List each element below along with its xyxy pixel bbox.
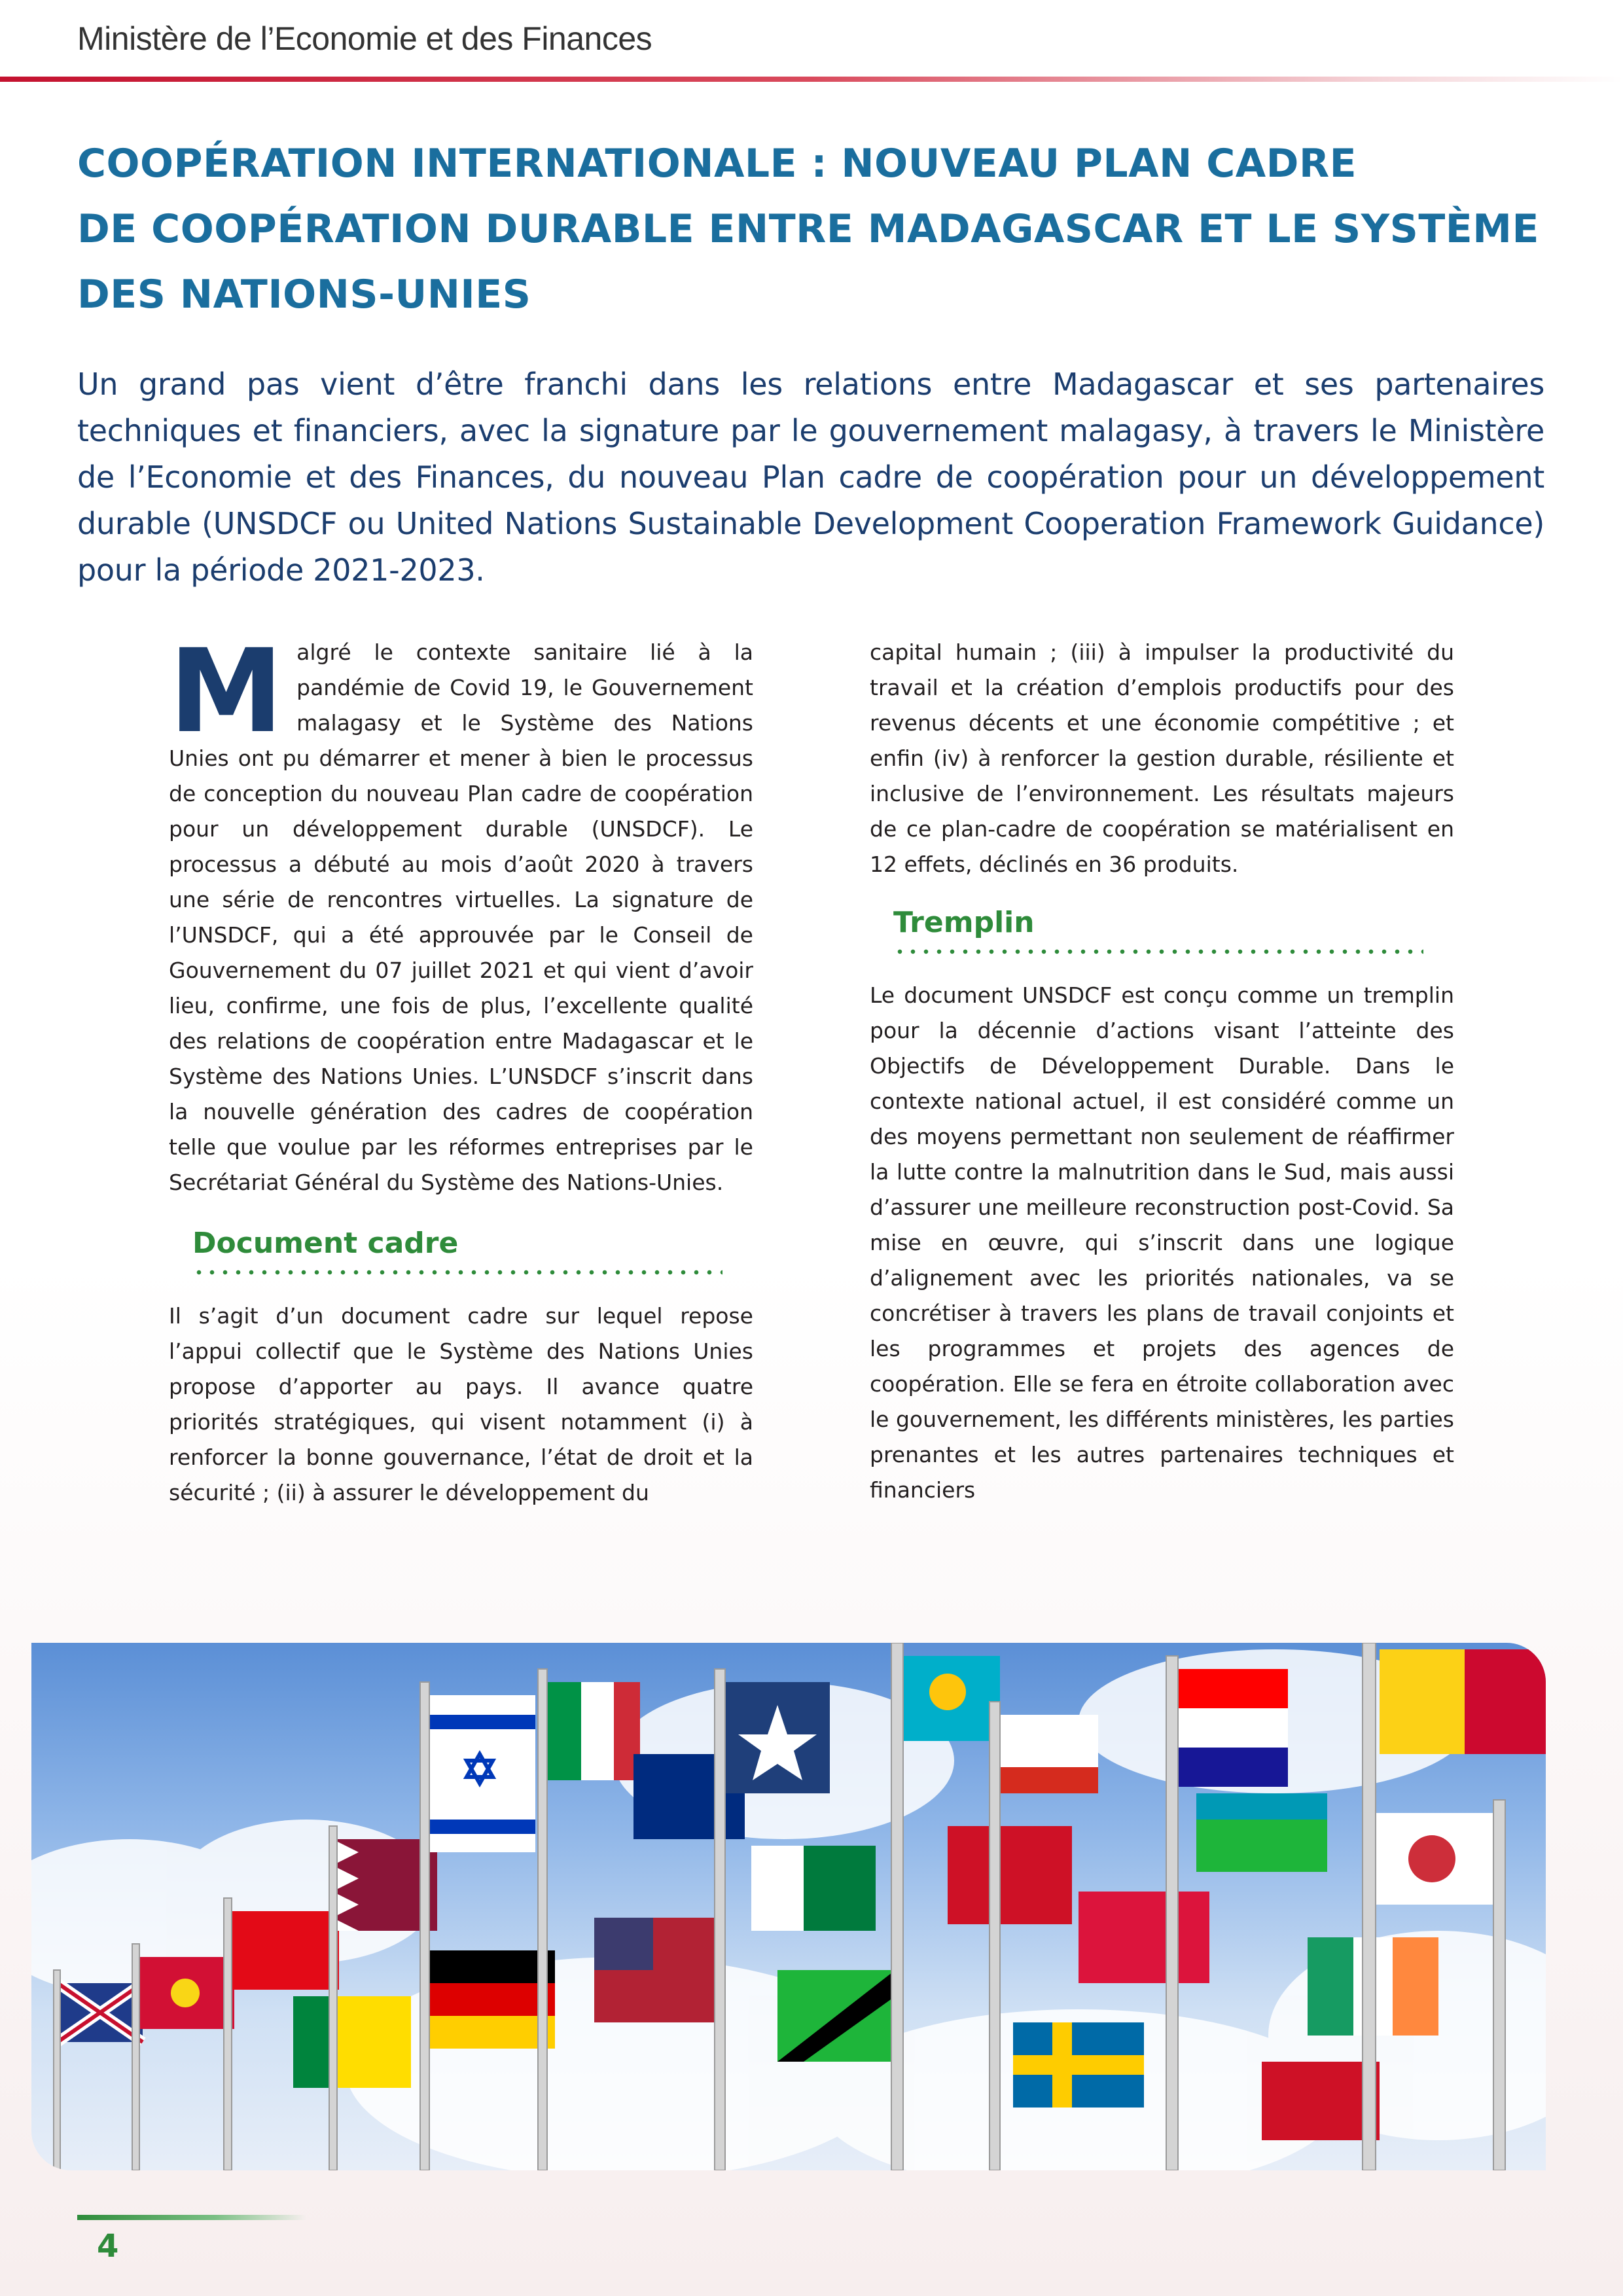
flags-photo	[31, 1643, 1546, 2170]
body-paragraph: capital humain ; (iii) à impulser la productivité du travail et la création d’emplois productifs pour des revenus décents et une économie compétitive ; et enfin (iv) à renforcer la gestion durable, résiliente et inclusive de l’environnement. Les résultats majeurs de ce plan-cadre de coopération se matérialisent en 12 effets, déclinés en 36 produits.	[870, 639, 1454, 877]
article-title	[77, 131, 1582, 327]
intro-text: algré le contexte sanitaire lié à la pandémie de Covid 19, le Gouvernement malagasy et le Système des Nations Unies ont pu démarrer et mener à bien le processus de conception du nouveau Plan cadre de coopération pour un développement durable (UNSDCF). Le processus a débuté au mois d’août 2020 à travers une série de rencontres virtuelles. La signature de l’UNSDCF, qui a été approuvée par le Conseil de Gouvernement du 07 juillet 2021 et qui vient d’avoir lieu, confirme, une fois de plus, l’excellente qualité des relations de coopération entre Madagascar et le Système des Nations Unies. L’UNSDCF s’inscrit dans la nouvelle génération des cadres de coopération telle que voulue par les réformes entreprises par le Secrétariat Général du Système des Nations-Unies.	[169, 639, 753, 1195]
title-line: DE COOPÉRATION DURABLE ENTRE MADAGASCAR ET LE SYSTÈME	[77, 206, 1539, 252]
publication-header: Ministère de l’Economie et des Finances	[77, 20, 652, 57]
footer-divider	[77, 2215, 306, 2220]
section-title: Tremplin	[893, 906, 1035, 939]
title-line: DES NATIONS-UNIES	[77, 272, 531, 317]
dotted-divider	[893, 949, 1423, 954]
intro-paragraph	[169, 624, 753, 1200]
article-lead: Un grand pas vient d’être franchi dans les relations entre Madagascar et ses partenaires techniques et financiers, avec la signature par le gouvernement malagasy, à travers le Ministère de l’Economie et des Finances, du nouveau Plan cadre de coopération pour un développement durable (UNSDCF ou United Nations Sustainable Development Cooperation Framework Guidance) pour la période 2021-2023.	[77, 367, 1544, 588]
text-column-left	[169, 624, 753, 1511]
body-paragraph: Le document UNSDCF est conçu comme un tremplin pour la décennie d’actions visant l’atteinte des Objectifs de Développement Durable. Dans le contexte national actuel, il est considéré comme un des moyens permettant non seulement de réaffirmer la lutte contre la malnutrition dans le Sud, mais aussi d’assurer une meilleure reconstruction post-Covid. Sa mise en œuvre, qui s’inscrit dans une logique d’alignement avec les priorités nationales, va se concrétiser à travers les plans de travail conjoints et les programmes et projets des agences de coopération. Elle se fera en étroite collaboration avec le gouvernement, les différents ministères, les parties prenantes et les autres partenaires techniques et financiers	[870, 982, 1454, 1503]
drop-cap: M	[169, 624, 284, 759]
section-heading-document-cadre	[192, 1227, 716, 1275]
page-number: 4	[97, 2228, 119, 2265]
body-paragraph: Il s’agit d’un document cadre sur lequel repose l’appui collectif que le Système des Nations Unies propose d’apporter au pays. Il avance quatre priorités stratégiques, qui visent notamment (i) à renforcer la bonne gouvernance, l’état de droit et la sécurité ; (ii) à assurer le développement du	[169, 1303, 753, 1505]
header-divider	[0, 77, 1623, 82]
section-title: Document cadre	[192, 1227, 459, 1260]
title-line: COOPÉRATION INTERNATIONALE : NOUVEAU PLAN CADRE	[77, 141, 1357, 187]
dotted-divider	[192, 1270, 722, 1275]
flags-illustration	[31, 1643, 1546, 2170]
section-heading-tremplin	[893, 906, 1417, 954]
text-column-right	[870, 635, 1454, 1508]
